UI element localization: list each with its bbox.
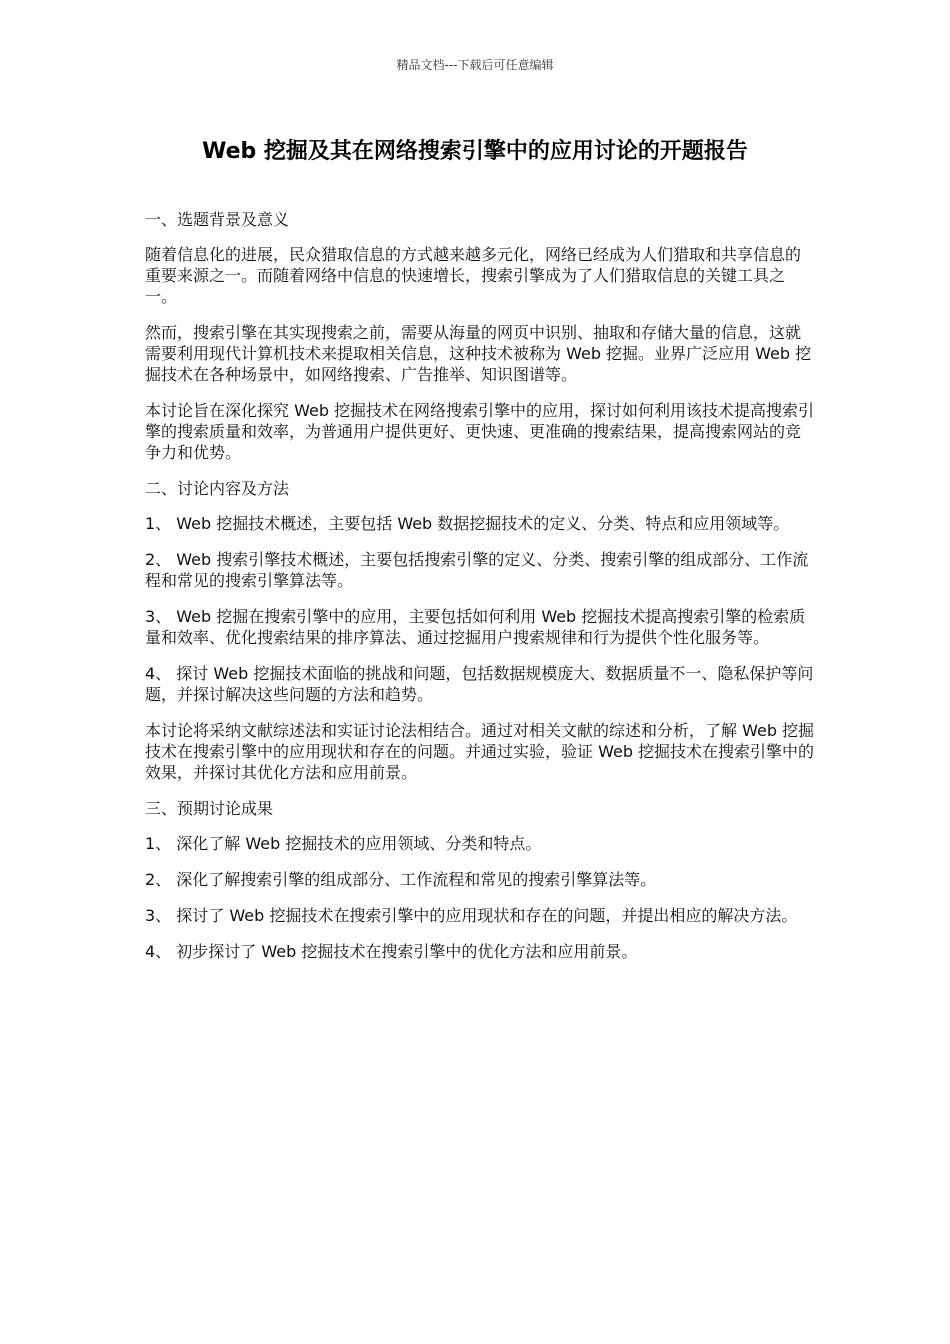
section-heading-expected-results: 三、预期讨论成果 [145,799,274,818]
document-body [145,209,815,977]
list-item: 4、 初步探讨了 Web 挖掘技术在搜索引擎中的优化方法和应用前景。 [145,942,638,961]
paragraph: 本讨论旨在深化探究 Web 挖掘技术在网络搜索引擎中的应用，探讨如何利用该技术提高搜索引擎的搜索质量和效率，为普通用户提供更好、更快速、更准确的搜索结果，提高搜索网站的竞争力和优势。 [145,401,815,462]
document-title: Web 挖掘及其在网络搜索引擎中的应用讨论的开题报告 [202,139,748,164]
list-item: 2、 Web 搜索引擎技术概述，主要包括搜索引擎的定义、分类、搜索引擎的组成部分、工作流程和常见的搜索引擎算法等。 [145,550,809,590]
page-header: 精品文档---下载后可任意编辑 [396,58,554,72]
paragraph: 本讨论将采纳文献综述法和实证讨论法相结合。通过对相关文献的综述和分析，了解 Web 挖掘技术在搜索引擎中的应用现状和存在的问题。并通过实验，验证 Web 挖掘技术在搜索引擎中的效果，并探讨其优化方法和应用前景。 [145,721,815,782]
paragraph: 然而，搜索引擎在其实现搜索之前，需要从海量的网页中识别、抽取和存储大量的信息，这就需要利用现代计算机技术来提取相关信息，这种技术被称为 Web 挖掘。业界广泛应用 Web 挖掘技术在各种场景中，如网络搜索、广告推举、知识图谱等。 [145,323,812,384]
list-item: 3、 探讨了 Web 挖掘技术在搜索引擎中的应用现状和存在的问题，并提出相应的解决方法。 [145,906,798,925]
list-item: 1、 Web 挖掘技术概述，主要包括 Web 数据挖掘技术的定义、分类、特点和应用领域等。 [145,514,790,533]
list-item: 2、 深化了解搜索引擎的组成部分、工作流程和常见的搜索引擎算法等。 [145,870,657,889]
paragraph: 随着信息化的进展，民众猎取信息的方式越来越多元化，网络已经成为人们猎取和共享信息的重要来源之一。而随着网络中信息的快速增长，搜索引擎成为了人们猎取信息的关键工具之一。 [145,245,802,306]
list-item: 3、 Web 挖掘在搜索引擎中的应用，主要包括如何利用 Web 挖掘技术提高搜索引擎的检索质量和效率、优化搜索结果的排序算法、通过挖掘用户搜索规律和行为提供个性化服务等。 [145,607,806,647]
section-heading-content-methods: 二、讨论内容及方法 [145,479,290,498]
list-item: 4、 探讨 Web 挖掘技术面临的挑战和问题，包括数据规模庞大、数据质量不一、隐私保护等问题，并探讨解决这些问题的方法和趋势。 [145,664,814,704]
section-heading-background: 一、选题背景及意义 [145,210,290,229]
list-item: 1、 深化了解 Web 挖掘技术的应用领域、分类和特点。 [145,834,542,853]
